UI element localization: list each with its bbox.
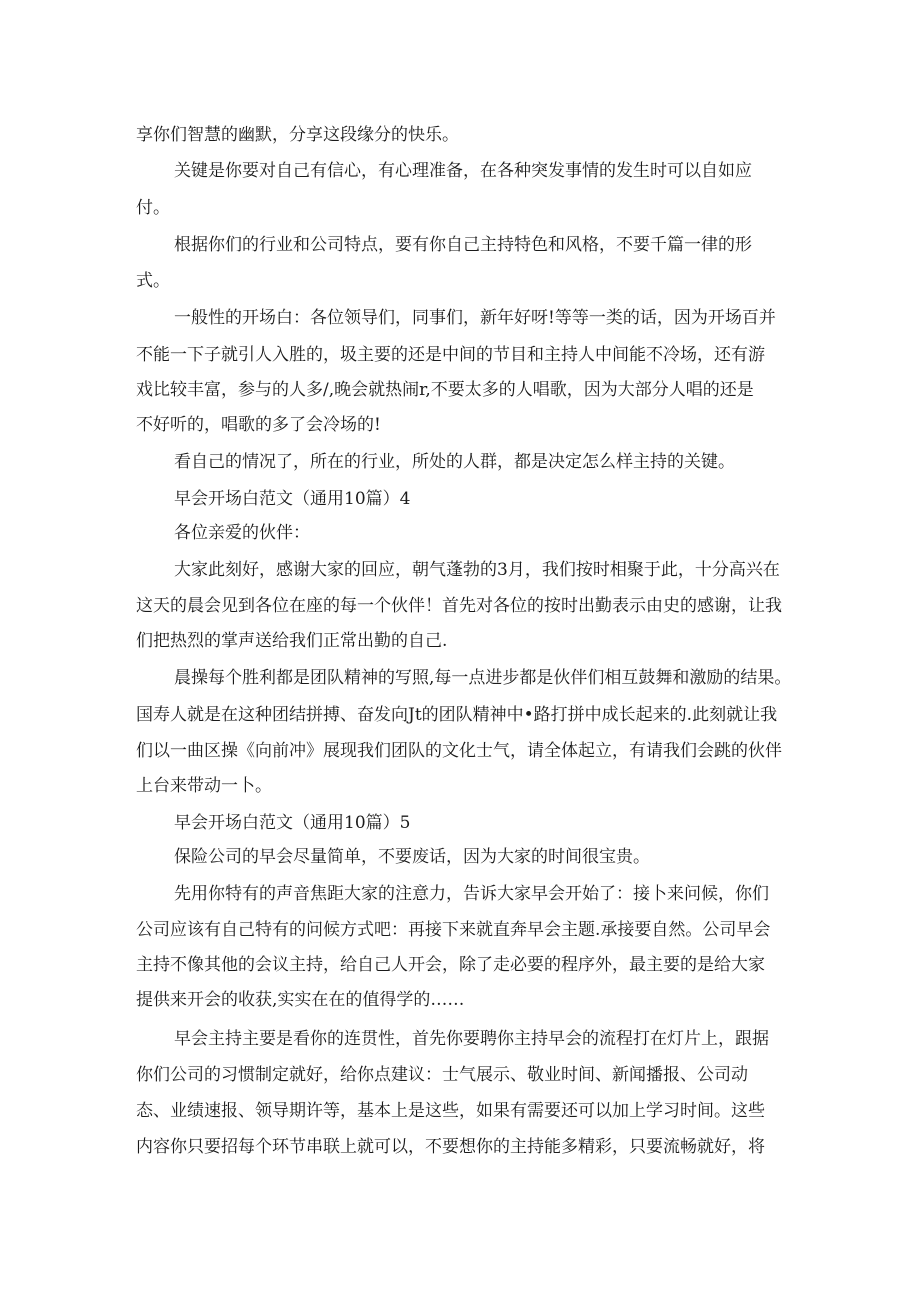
text-line: 你们公司的习惯制定就好，给你点建议：士气展示、敬业时间、新闻播报、公司动	[136, 1065, 748, 1085]
text-line: 不能一下子就引人入胜的，圾主要的还是中间的节目和主持人中间能不冷场，还有游	[136, 345, 765, 365]
text-line: 内容你只要招每个环节串联上就可以，不要想你的主持能多精彩，只要流畅就好，将	[136, 1137, 765, 1157]
text-line: 们把热烈的掌声送给我们正常出勤的自己.	[136, 631, 448, 651]
text-line: 主持不像其他的会议主持，给自己人开会，除了走必要的程序外，最主要的是给大家	[136, 955, 765, 975]
text-line: 晨操每个胜利都是团队精神的写照,每一点进步都是伙伴们相互鼓舞和激励的结果。	[174, 668, 792, 688]
text-line: 根据你们的行业和公司特点，要有你自己主持特色和风格，不要千篇一律的形	[174, 235, 752, 255]
text-line: 戏比较丰富，参与的人多/,晚会就热闹r,不要太多的人唱歌，因为大部分人唱的还是	[136, 380, 754, 400]
text-line: 大家此刻好，感谢大家的回应，朝气蓬勃的3月，我们按时相聚于此，十分高兴在	[174, 560, 780, 580]
text-line: 这天的晨会见到各位在座的每一个伙伴！首先对各位的按时出勤表示由史的感谢，让我	[136, 596, 782, 616]
text-line: 早会主持主要是看你的连贯性，首先你要聘你主持早会的流程打在灯片上，跟据	[174, 1029, 769, 1049]
text-line: 态、业绩速报、领导期许等，基本上是这些，如果有需要还可以加上学习时间。这些	[136, 1101, 765, 1121]
text-line: 付。	[136, 198, 170, 218]
text-line: 先用你特有的声音焦距大家的注意力，告诉大家早会开始了：接卜来问候，你们	[174, 884, 769, 904]
text-line: 关键是你要对自己有信心，有心理准备，在各种突发事情的发生时可以自如应	[174, 161, 752, 181]
section-heading: 早会开场白范文（通用10篇）5	[174, 813, 411, 833]
text-line: 看自己的情况了，所在的行业，所处的人群，都是决定怎么样主持的关键。	[174, 452, 735, 472]
text-line: 享你们智慧的幽默，分享这段缘分的快乐。	[136, 125, 459, 145]
text-line: 公司应该有自己特有的问候方式吧：再接下来就直奔早会主题.承接要自然。公司早会	[136, 920, 771, 940]
text-line: 一般性的开场白：各位领导们，同事们，新年好呀!等等一类的话，因为开场百并	[174, 308, 776, 328]
text-line: 们以一曲区操《向前冲》展现我们团队的文化士气，请全体起立，有请我们会跳的伙伴	[136, 741, 782, 761]
text-line: 提供来开会的收获,实实在在的值得学的……	[136, 990, 465, 1010]
text-line: 不好听的，唱歌的多了会冷场的!	[136, 415, 381, 435]
text-line: 国寿人就是在这种团结拼搏、奋发向Jt的团队精神中•路打拼中成长起来的.此刻就让我	[136, 705, 778, 725]
text-line: 式。	[136, 271, 170, 291]
section-heading: 早会开场白范文（通用10篇）4	[174, 489, 411, 509]
text-line: 保险公司的早会尽量简单，不要废话，因为大家的时间很宝贵。	[174, 847, 650, 867]
text-line: 上台来带动一卜。	[136, 776, 272, 796]
text-line: 各位亲爱的伙伴：	[174, 523, 310, 543]
